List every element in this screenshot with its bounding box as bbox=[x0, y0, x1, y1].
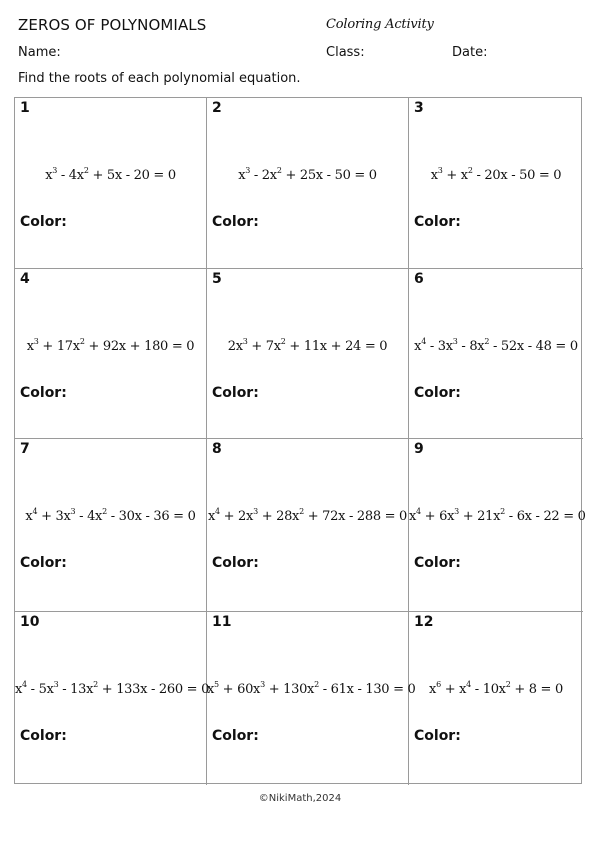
problem-number: 4 bbox=[20, 271, 30, 287]
polynomial-equation: $x^4 - 3x^3 - 8x^2 - 52x - 48 = 0$ bbox=[414, 337, 578, 354]
color-label: Color: bbox=[20, 555, 67, 571]
polynomial-equation: $x^4 + 6x^3 + 21x^2 - 6x - 22 = 0$ bbox=[409, 507, 586, 524]
color-label: Color: bbox=[20, 214, 67, 230]
problem-cell bbox=[409, 98, 583, 269]
instructions: Find the roots of each polynomial equation. bbox=[18, 71, 301, 86]
color-label: Color: bbox=[414, 214, 461, 230]
problem-number: 11 bbox=[212, 614, 232, 630]
problem-cell bbox=[15, 612, 210, 785]
problem-cell bbox=[15, 98, 207, 269]
problem-cell bbox=[207, 269, 409, 439]
name-label: Name: bbox=[18, 45, 61, 60]
problem-grid bbox=[14, 97, 586, 784]
polynomial-equation: $x^3 + x^2 - 20x - 50 = 0$ bbox=[430, 166, 562, 183]
color-label: Color: bbox=[20, 385, 67, 401]
problem-cell bbox=[409, 439, 586, 612]
problem-number: 1 bbox=[20, 100, 30, 116]
problem-number: 10 bbox=[20, 614, 40, 630]
polynomial-equation: $x^3 - 2x^2 + 25x - 50 = 0$ bbox=[238, 166, 377, 183]
problem-cell bbox=[409, 269, 583, 439]
color-label: Color: bbox=[212, 385, 259, 401]
polynomial-equation: $x^6 + x^4 - 10x^2 + 8 = 0$ bbox=[429, 680, 563, 697]
color-label: Color: bbox=[212, 214, 259, 230]
problem-cell bbox=[207, 98, 409, 269]
problem-number: 12 bbox=[414, 614, 434, 630]
polynomial-equation: $2x^3 + 7x^2 + 11x + 24 = 0$ bbox=[227, 337, 388, 354]
problem-cell bbox=[207, 439, 409, 612]
color-label: Color: bbox=[212, 555, 259, 571]
problem-number: 7 bbox=[20, 441, 30, 457]
color-label: Color: bbox=[414, 728, 461, 744]
problem-number: 3 bbox=[414, 100, 424, 116]
color-label: Color: bbox=[20, 728, 67, 744]
polynomial-equation: $x^3 + 17x^2 + 92x + 180 = 0$ bbox=[26, 337, 195, 354]
problem-cell bbox=[207, 612, 416, 785]
problem-number: 8 bbox=[212, 441, 222, 457]
polynomial-equation: $x^3 - 4x^2 + 5x - 20 = 0$ bbox=[45, 166, 176, 183]
copyright-footer: ©NikiMath,2024 bbox=[258, 793, 342, 804]
problem-cell bbox=[15, 269, 207, 439]
polynomial-equation: $x^4 - 5x^3 - 13x^2 + 133x - 260 = 0$ bbox=[15, 680, 210, 697]
color-label: Color: bbox=[414, 555, 461, 571]
problem-number: 5 bbox=[212, 271, 222, 287]
polynomial-equation: $x^5 + 60x^3 + 130x^2 - 61x - 130 = 0$ bbox=[207, 680, 416, 697]
worksheet-title: ZEROS OF POLYNOMIALS bbox=[18, 16, 207, 34]
problem-number: 6 bbox=[414, 271, 424, 287]
worksheet-subtitle: Coloring Activity bbox=[326, 17, 434, 32]
problem-cell bbox=[409, 612, 583, 785]
class-label: Class: bbox=[326, 45, 365, 60]
problem-number: 9 bbox=[414, 441, 424, 457]
problem-number: 2 bbox=[212, 100, 222, 116]
date-label: Date: bbox=[452, 45, 488, 60]
polynomial-equation: $x^4 + 2x^3 + 28x^2 + 72x - 288 = 0$ bbox=[207, 507, 408, 524]
problem-cell bbox=[15, 439, 207, 612]
color-label: Color: bbox=[414, 385, 461, 401]
color-label: Color: bbox=[212, 728, 259, 744]
polynomial-equation: $x^4 + 3x^3 - 4x^2 - 30x - 36 = 0$ bbox=[25, 507, 196, 524]
